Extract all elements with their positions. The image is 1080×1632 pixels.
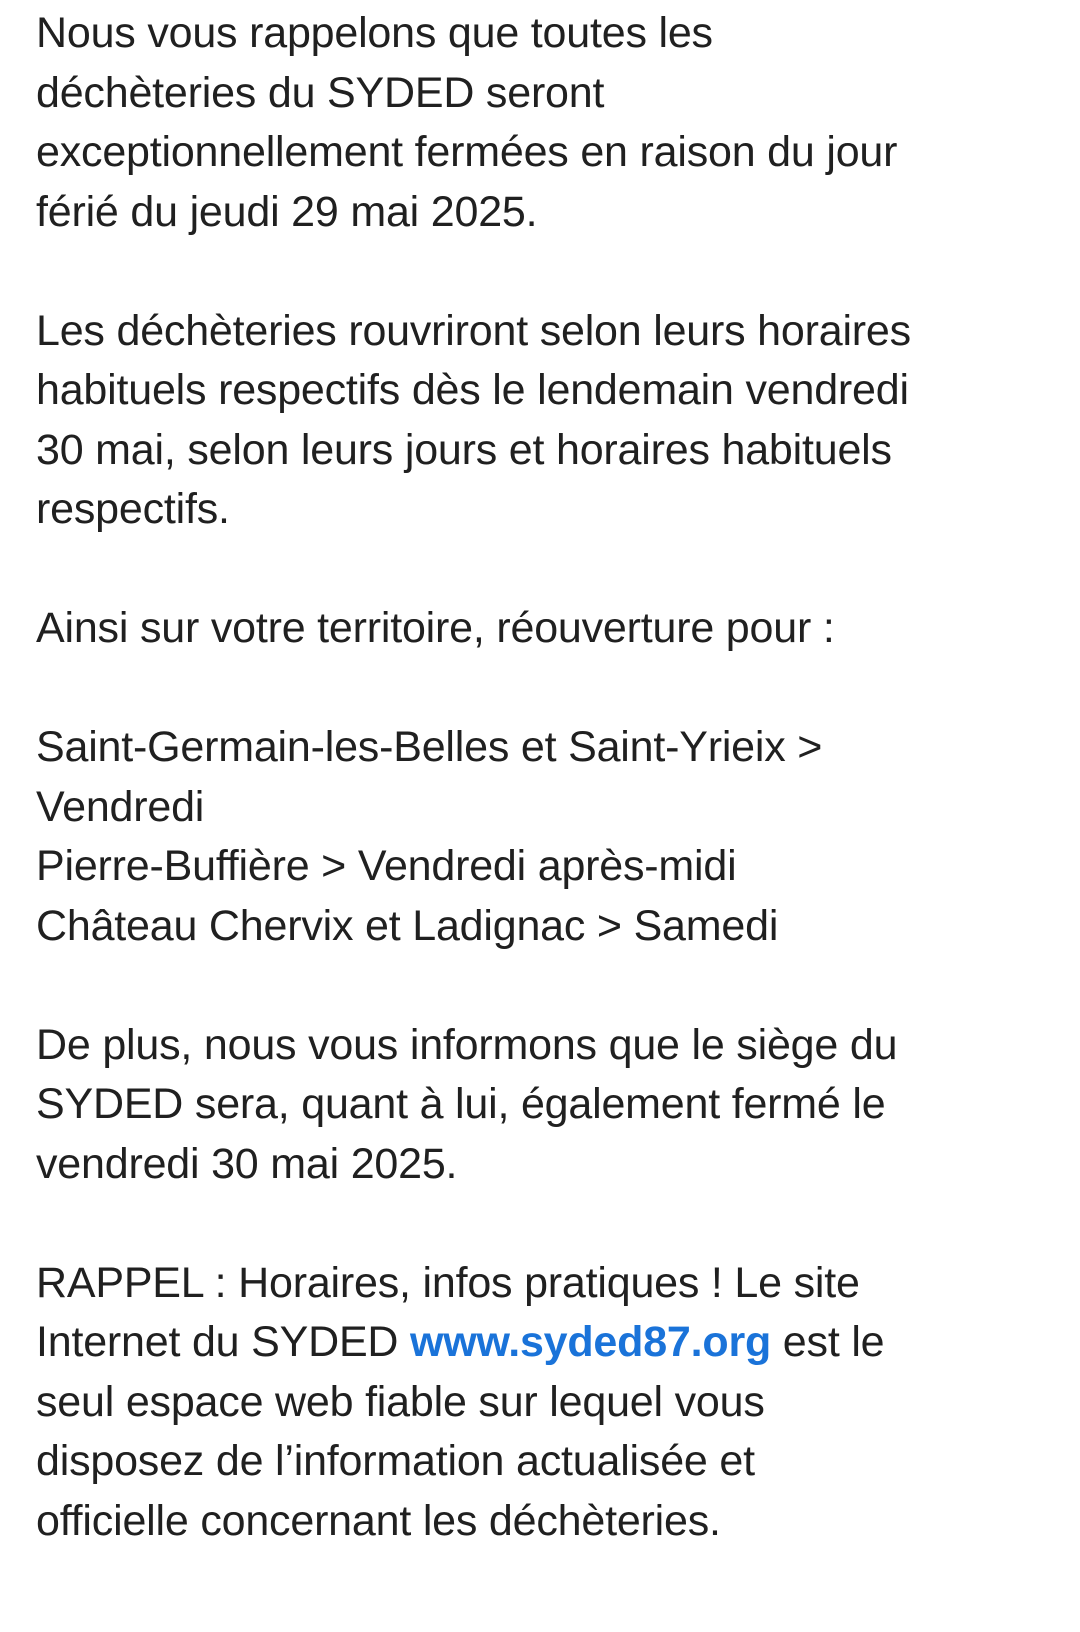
text-line: habituels respectifs dès le lendemain vendredi	[36, 366, 909, 414]
website-link[interactable]: www.syded87.org	[410, 1318, 772, 1366]
paragraph-territory	[36, 599, 1044, 659]
text-line: vendredi 30 mai 2025.	[36, 1139, 458, 1188]
text-line: Nous vous rappelons que toutes les	[36, 9, 713, 57]
text-segment: est le	[771, 1318, 885, 1366]
paragraph-reopening	[36, 302, 1044, 540]
text-line-with-link	[36, 1313, 1044, 1373]
text-line: Les déchèteries rouvriront selon leurs horaires	[36, 306, 911, 355]
text-line: RAPPEL : Horaires, infos pratiques ! Le site	[36, 1258, 860, 1307]
paragraph-gap	[36, 659, 1044, 719]
schedule-line: Château Chervix et Ladignac > Samedi	[36, 901, 779, 950]
paragraph-gap	[36, 956, 1044, 1016]
paragraph-gap	[36, 242, 1044, 302]
text-line: disposez de l’information actualisée et	[36, 1437, 755, 1485]
schedule-line: Vendredi	[36, 782, 205, 831]
text-line: officielle concernant les déchèteries.	[36, 1496, 721, 1545]
text-line: De plus, nous vous informons que le siège du	[36, 1020, 898, 1069]
paragraph-gap	[36, 540, 1044, 600]
paragraph-schedule-list	[36, 718, 1044, 956]
text-line: 30 mai, selon leurs jours et horaires habituels	[36, 425, 892, 474]
paragraph-reminder	[36, 1254, 1044, 1552]
text-line: exceptionnellement fermées en raison du jour	[36, 128, 898, 176]
text-line: SYDED sera, quant à lui, également fermé le	[36, 1080, 886, 1128]
text-line: férié du jeudi 29 mai 2025.	[36, 187, 538, 236]
text-line: respectifs.	[36, 485, 230, 533]
paragraph-headquarters	[36, 1016, 1044, 1195]
schedule-line: Saint-Germain-les-Belles et Saint-Yrieix >	[36, 723, 823, 771]
text-line: seul espace web fiable sur lequel vous	[36, 1377, 765, 1426]
text-segment: Internet du SYDED	[36, 1318, 411, 1366]
paragraph-gap	[36, 1194, 1044, 1254]
paragraph-closure	[36, 4, 1044, 242]
schedule-line: Pierre-Buffière > Vendredi après-midi	[36, 842, 737, 890]
text-line: déchèteries du SYDED seront	[36, 68, 605, 117]
text-line: Ainsi sur votre territoire, réouverture pour :	[36, 604, 835, 652]
